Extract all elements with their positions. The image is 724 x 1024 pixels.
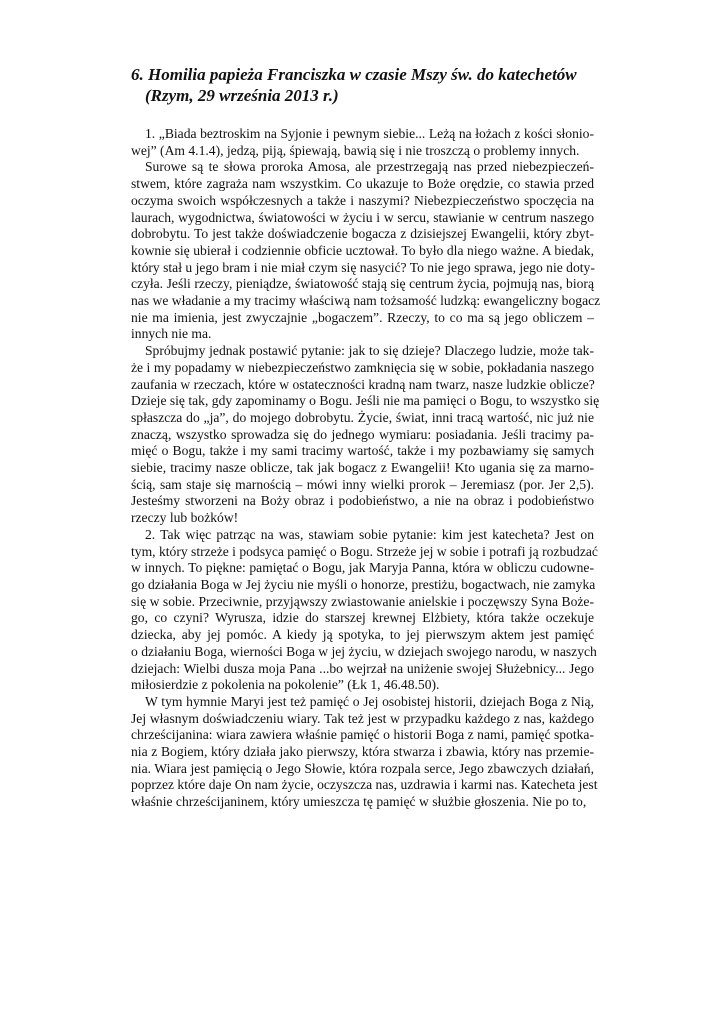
paragraph-line: dziecka, aby jej pomóc. A kiedy ją spotyka, to jej pierwszym aktem jest pamięć xyxy=(131,627,594,643)
document-title xyxy=(131,64,594,106)
paragraph-line: dobrobytu. To jest także doświadczenie bogacza z dzisiejszej Ewangelii, który zbyt- xyxy=(131,226,594,242)
paragraph-line: właśnie chrześcijaninem, który umieszcza tę pamięć w służbie głoszenia. Nie po to, xyxy=(131,794,587,810)
paragraph-line: go, co czyni? Wyrusza, idzie do starszej krewnej Elżbiety, która także oczekuje xyxy=(131,610,594,626)
paragraph-line: innych nie ma. xyxy=(131,326,212,342)
paragraph-line: 1. „Biada beztroskim na Syjonie i pewnym siebie... Leżą na łożach z kości słonio- xyxy=(145,126,594,141)
paragraph-line: Jesteśmy stworzeni na Boży obraz i podobieństwo, a nie na obraz i podobieństwo xyxy=(131,493,594,509)
paragraph-line: chrześcijanina: wiara zawiera właśnie pamięć o historii Boga z nami, pamięć spotka- xyxy=(131,727,594,743)
paragraph xyxy=(131,343,600,527)
document-page xyxy=(131,64,601,811)
paragraph-line: stwem, które zagraża nam wszystkim. Co ukazuje to Boże orędzie, co stawia przed xyxy=(131,176,594,192)
paragraph-line: Spróbujmy jednak postawić pytanie: jak to się dzieje? Dlaczego ludzie, może tak- xyxy=(145,343,594,359)
paragraph-line: dziejach: Wielbi dusza moja Pana ...bo wejrzał na uniżenie swojej Służebnicy... Jego xyxy=(131,660,594,676)
paragraph-line: znaczą, wszystko sprowadza się do jednego wymiaru: posiadania. Jeśli tracimy pa- xyxy=(131,426,594,442)
paragraph-line: W tym hymnie Maryi jest też pamięć o Jej osobistej historii, dziejach Boga z Nią, xyxy=(145,693,594,709)
paragraph-line: zaufania w rzeczach, które w ostateczności kradną nam twarz, nasze ludzkie oblicze? xyxy=(131,376,595,392)
paragraph-line: czyła. Jeśli rzeczy, pieniądze, światowość stają się centrum życia, pojmują nas, biorą xyxy=(131,276,594,292)
paragraph-line: nas we władanie a my tracimy właściwą nam tożsamość ludzką: ewangeliczny bogacz xyxy=(131,293,601,309)
paragraph xyxy=(131,526,598,694)
paragraph-line: o działaniu Boga, wierności Boga w jej życiu, w dziejach swojego narodu, w naszych xyxy=(131,643,597,659)
paragraph-line: laurach, wygodnictwa, światowości w życiu i w sercu, stawianie w centrum naszego xyxy=(131,209,594,225)
paragraph xyxy=(131,693,598,811)
paragraph-line: siebie, tracimy nasze oblicze, tak jak bogacz z Ewangelii! Kto ugania się za marno- xyxy=(131,460,594,476)
paragraph-line: nie ma imienia, jest zwyczajnie „bogaczem”. Rzeczy, to co ma są jego obliczem – xyxy=(131,309,594,325)
paragraph-line: tym, który strzeże i podsyca pamięć o Bogu. Strzeże jej w sobie i potrafi ją rozbudzać xyxy=(131,543,598,559)
title-line-2: (Rzym, 29 września 2013 r.) xyxy=(145,86,339,105)
paragraph-line: w innych. To piękne: pamiętać o Bogu, jak Maryja Panna, która w obliczu cudowne- xyxy=(131,560,594,576)
paragraph-line: mięć o Bogu, także i my sami tracimy wartość, także i my pozbawiamy się samych xyxy=(131,443,594,459)
paragraph xyxy=(131,159,601,343)
paragraph-line: oczyma swoich współczesnych a także i naszymi? Niebezpieczeństwo spoczęcia na xyxy=(131,192,594,208)
paragraph-line: Jej własnym doświadczeniu wiary. Tak też jest w przypadku każdego z nas, każdego xyxy=(131,710,594,726)
paragraph-line: wej” (Am 4.1.4), jedzą, piją, śpiewają, bawią się i nie troszczą o problemy innych. xyxy=(131,142,580,158)
paragraph-line: ścią, sam staje się marnością – mówi inny wielki prorok – Jeremiasz (por. Jer 2,5). xyxy=(131,476,594,492)
paragraph-line: rzeczy lub bożków! xyxy=(131,510,239,526)
paragraph-line: 2. Tak więc patrząc na was, stawiam sobie pytanie: kim jest katecheta? Jest on xyxy=(145,526,594,542)
paragraph-line: który stał u jego bram i nie miał czym się nasycić? To nie jego sprawa, jego nie doty- xyxy=(131,259,595,275)
paragraph-line: miłosierdzie z pokolenia na pokolenie” (Łk 1, 46.48.50). xyxy=(131,677,440,693)
paragraph-line: poprzez które daje On nam życie, oczyszcza nas, uzdrawia i karmi nas. Katecheta jest xyxy=(131,777,598,793)
paragraph-line: się w sobie. Przeciwnie, przyjąwszy zwiastowanie anielskie i poczęwszy Syna Boże- xyxy=(131,593,594,609)
body-text xyxy=(131,126,601,811)
paragraph-line: spłaszcza do „ja”, do mojego dobrobytu. Życie, świat, inni tracą wartość, nic już nie xyxy=(131,409,594,425)
paragraph-line: kownie się ubierał i codziennie obficie ucztował. To było dla niego ważne. A biedak, xyxy=(131,242,594,258)
paragraph-line: Dzieje się tak, gdy zapominamy o Bogu. Jeśli nie ma pamięci o Bogu, to wszystko się xyxy=(131,393,600,409)
paragraph-line: nia z Bogiem, który działa jako pierwszy, która stwarza i zbawia, który nas przemie- xyxy=(131,744,594,760)
paragraph-line: nia. Wiara jest pamięcią o Jego Słowie, która rozpala serce, Jego zbawczych działań, xyxy=(131,760,594,776)
paragraph-line: Surowe są te słowa proroka Amosa, ale przestrzegają nas przed niebezpieczeń- xyxy=(145,159,594,175)
paragraph xyxy=(131,126,594,159)
paragraph-line: go działania Boga w Jej życiu nie myśli o honorze, prestiżu, bogactwach, nie zamyka xyxy=(131,576,596,592)
paragraph-line: że i my popadamy w niebezpieczeństwo zamknięcia się w sobie, pokładania naszego xyxy=(131,359,594,375)
title-line-1: 6. Homilia papieża Franciszka w czasie Mszy św. do katechetów xyxy=(131,65,577,84)
